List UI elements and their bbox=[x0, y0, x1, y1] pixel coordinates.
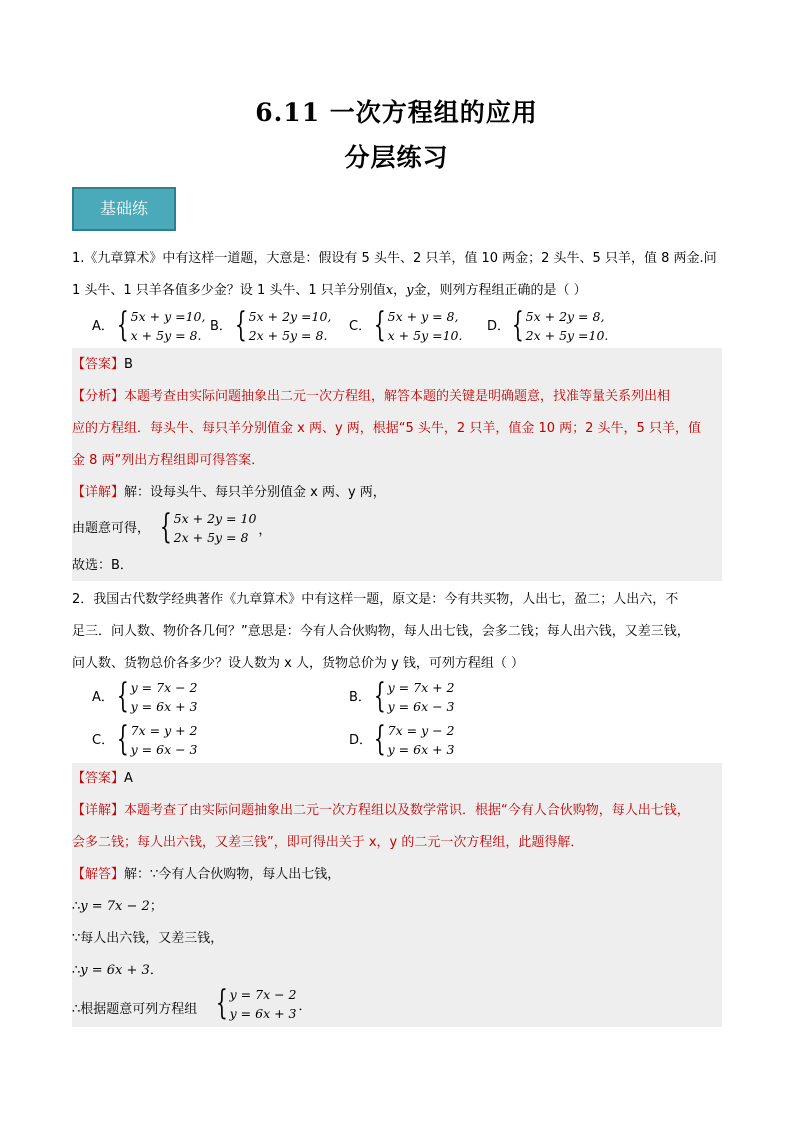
q1-answer: B bbox=[124, 357, 133, 372]
brace-icon: { bbox=[159, 506, 172, 547]
q2-option-d[interactable] bbox=[349, 718, 459, 761]
q2-option-a-label: A． bbox=[92, 690, 114, 705]
q2-solve-line4 bbox=[72, 962, 722, 980]
q1-option-d-label: D． bbox=[487, 319, 511, 334]
q2-option-a-system bbox=[112, 675, 198, 716]
q1-option-b-eq2: 2x + 5y = 8. bbox=[248, 328, 328, 343]
q1-answer-tag: 【答案】 bbox=[72, 357, 125, 372]
brace-icon: { bbox=[116, 718, 129, 759]
q2-detail-line1 bbox=[72, 802, 722, 820]
q1-detail-tag: 【详解】 bbox=[72, 485, 125, 500]
q2-stem-line2: 足三．问人数、物价各几何？”意思是：今有人合伙购物，每人出七钱，会多二钱；每人出六钱，又差三钱， bbox=[72, 624, 690, 639]
q2-solve-eq-line2: y = 7x − 2 bbox=[80, 899, 150, 914]
q2-option-c-system bbox=[112, 718, 198, 759]
q1-option-b-label: B． bbox=[210, 319, 232, 334]
q2-option-a-eq2: y = 6x + 3 bbox=[130, 699, 198, 714]
q1-detail-text1: 解：设每头牛、每只羊分别值金 x 两、y 两， bbox=[124, 485, 386, 500]
brace-icon: { bbox=[234, 304, 247, 345]
q1-analysis-tag: 【分析】 bbox=[72, 389, 125, 404]
q2-detail-line2: 会多二钱；每人出六钱，又差三钱”，即可得出关于 x，y 的二元一次方程组，此题得解． bbox=[72, 835, 584, 850]
q2-option-d-system bbox=[369, 718, 455, 759]
q2-solve-suffix2: ； bbox=[149, 899, 163, 914]
q1-option-d-eq2: 2x + 5y =10. bbox=[525, 328, 609, 343]
q2-option-b[interactable] bbox=[349, 675, 459, 718]
q1-option-a[interactable] bbox=[92, 304, 206, 347]
q1-option-c-eq1: 5x + y = 8, bbox=[387, 309, 459, 324]
q1-option-c-system bbox=[369, 304, 463, 345]
q1-option-c-eq2: x + 5y =10. bbox=[387, 328, 463, 343]
q2-solve-eq1: y = 7x − 2 bbox=[229, 987, 297, 1002]
q1-option-a-eq2: x + 5y = 8. bbox=[130, 328, 202, 343]
q1-option-d-system bbox=[507, 304, 609, 345]
q1-stem-text-b: 金，则列方程组正确的是（ ） bbox=[413, 283, 587, 298]
q1-option-c-label: C． bbox=[349, 319, 372, 334]
brace-icon: { bbox=[373, 304, 386, 345]
q1-detail-line1 bbox=[72, 484, 722, 502]
q1-analysis-line1 bbox=[72, 388, 722, 406]
q2-option-a-eq1: y = 7x − 2 bbox=[130, 680, 198, 695]
q2-option-c-eq2: y = 6x − 3 bbox=[130, 742, 198, 757]
q1-option-d-eq1: 5x + 2y = 8, bbox=[525, 309, 605, 324]
q1-option-a-eq1: 5x + y =10, bbox=[130, 309, 206, 324]
q2-option-d-label: D． bbox=[349, 733, 373, 748]
q1-detail-eq2: 2x + 5y = 8 bbox=[173, 530, 249, 545]
q2-answer-line bbox=[72, 770, 722, 788]
brace-icon: { bbox=[116, 675, 129, 716]
q2-solve-line5: ∴根据题意可列方程组 bbox=[72, 1002, 198, 1017]
brace-icon: { bbox=[373, 675, 386, 716]
q2-option-c-eq1: 7x = y + 2 bbox=[130, 723, 198, 738]
q2-detail-tag: 【详解】 bbox=[72, 803, 125, 818]
q2-option-b-label: B． bbox=[349, 690, 371, 705]
q2-option-a[interactable] bbox=[92, 675, 202, 718]
q2-solve-prefix2: ∴ bbox=[72, 899, 81, 914]
q1-option-a-system bbox=[112, 304, 206, 345]
q1-detail-line3: 故选：B． bbox=[72, 558, 133, 573]
q2-option-c-label: C． bbox=[92, 733, 115, 748]
q1-option-b-system bbox=[230, 304, 332, 345]
brace-icon: { bbox=[511, 304, 524, 345]
q2-option-b-system bbox=[369, 675, 455, 716]
q1-stem-line1: 1.《九章算术》中有这样一道题，大意是：假设有 5 头牛、2 只羊，值 10 两金；2 头牛、5 只羊，值 8 两金.问 bbox=[72, 251, 717, 266]
q1-option-a-label: A． bbox=[92, 319, 114, 334]
q1-var-y: y bbox=[406, 283, 414, 298]
q1-var-x: x bbox=[385, 283, 394, 298]
q2-solve-line2 bbox=[72, 898, 722, 916]
section-badge: 基础练 bbox=[72, 187, 176, 231]
q2-solve-end: ． bbox=[298, 998, 312, 1014]
q2-solve-text1: 解：∵今有人合伙购物，每人出七钱， bbox=[124, 867, 341, 882]
q1-option-d[interactable] bbox=[487, 304, 612, 347]
q1-option-b[interactable] bbox=[210, 304, 332, 347]
q1-analysis-text1: 本题考查由实际问题抽象出二元一次方程组，解答本题的关键是明确题意，找准等量关系列出相 bbox=[124, 389, 671, 404]
q1-detail-line2: 由题意可得， bbox=[72, 521, 151, 536]
q2-stem-line1: 2．我国古代数学经典著作《九章算术》中有这样一题，原文是：今有共买物，人出七，盈二；人出六，不 bbox=[72, 592, 679, 607]
q2-solve-eq-line4: y = 6x + 3 bbox=[80, 963, 150, 978]
q1-analysis-line3: 金 8 两”列出方程组即可得答案． bbox=[72, 453, 265, 468]
q1-detail-system bbox=[155, 506, 272, 547]
page-title: 6.11 一次方程组的应用 bbox=[255, 98, 538, 127]
q1-answer-line bbox=[72, 356, 722, 374]
q2-option-d-eq2: y = 6x + 3 bbox=[387, 742, 455, 757]
q2-solve-suffix4: ． bbox=[149, 963, 163, 978]
q2-answer: A bbox=[124, 771, 133, 786]
q1-option-c[interactable] bbox=[349, 304, 464, 347]
q1-stem-text-a: 1 头牛、1 只羊各值多少金？设 1 头牛、1 只羊分别值 bbox=[72, 283, 386, 298]
q2-option-d-eq1: 7x = y − 2 bbox=[387, 723, 455, 738]
page-subtitle: 分层练习 bbox=[344, 143, 449, 172]
q1-detail-eq1: 5x + 2y = 10 bbox=[173, 511, 257, 526]
brace-icon: { bbox=[215, 982, 228, 1023]
q2-stem-line3: 问人数、货物总价各多少？设人数为 x 人，货物总价为 y 钱，可列方程组（ ） bbox=[72, 656, 525, 671]
q1-detail-comma: ， bbox=[258, 522, 272, 538]
q2-detail-text1: 本题考查了由实际问题抽象出二元一次方程组以及数学常识．根据“今有人合伙购物，每人出七钱， bbox=[124, 803, 690, 818]
q2-option-b-eq2: y = 6x − 3 bbox=[387, 699, 455, 714]
q2-option-c[interactable] bbox=[92, 718, 202, 761]
q1-sep: ， bbox=[393, 283, 407, 298]
q2-option-b-eq1: y = 7x + 2 bbox=[387, 680, 455, 695]
q2-solve-system bbox=[211, 982, 312, 1023]
q1-option-b-eq1: 5x + 2y =10, bbox=[248, 309, 332, 324]
q2-solve-eq2: y = 6x + 3 bbox=[229, 1006, 297, 1021]
q2-solve-line3: ∵每人出六钱，又差三钱， bbox=[72, 931, 224, 946]
q1-analysis-line2: 应的方程组．每头牛、每只羊分别值金 x 两、y 两，根据“5 头牛，2 只羊，值金 10 两；2 头牛，5 只羊，值 bbox=[72, 421, 701, 436]
q1-stem-line2 bbox=[72, 282, 722, 300]
q2-solve-prefix4: ∴ bbox=[72, 963, 81, 978]
brace-icon: { bbox=[373, 718, 386, 759]
q2-solve-line1 bbox=[72, 866, 722, 884]
q2-solve-tag: 【解答】 bbox=[72, 867, 125, 882]
brace-icon: { bbox=[116, 304, 129, 345]
q2-answer-tag: 【答案】 bbox=[72, 771, 125, 786]
